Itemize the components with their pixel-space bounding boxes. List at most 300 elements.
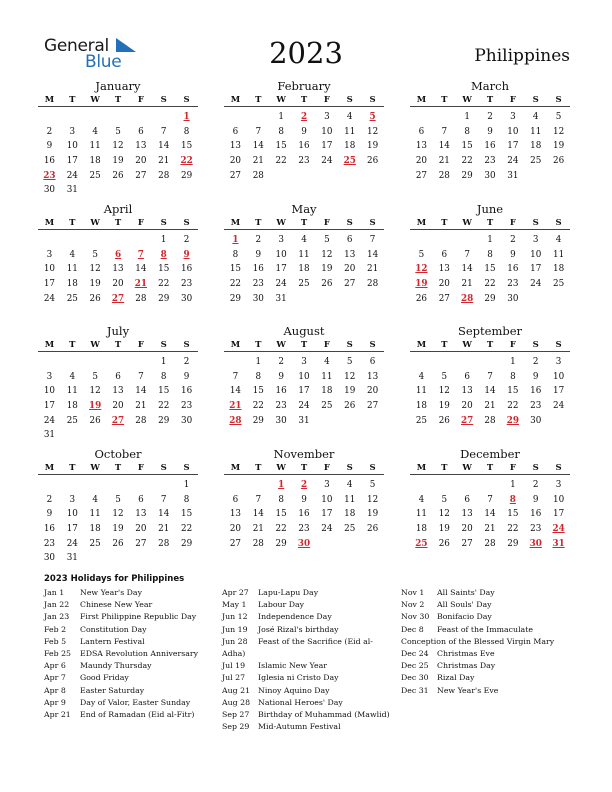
weekday-label: T <box>486 340 494 350</box>
empty-day-cell <box>152 110 175 125</box>
day-cell: 4 <box>301 235 307 245</box>
week-row <box>410 522 570 537</box>
day-cell: 10 <box>552 371 565 382</box>
day-cell: 10 <box>275 249 287 260</box>
day-cell: 13 <box>229 141 242 152</box>
day-cell: 4 <box>532 112 539 122</box>
week-row <box>410 169 570 184</box>
day-cell: 11 <box>344 494 356 505</box>
weekday-label: M <box>416 218 427 228</box>
week-row <box>224 537 384 552</box>
weekday-label: M <box>44 340 55 350</box>
day-cell: 21 <box>438 156 450 167</box>
holiday-day-cell: 7 <box>137 249 144 260</box>
weekday-label: F <box>509 218 516 228</box>
weekday-label: F <box>137 95 144 105</box>
weekday-label: M <box>230 95 241 105</box>
holiday-name: New Year's Eve <box>437 685 499 695</box>
holiday-name: Lapu-Lapu Day <box>258 588 319 597</box>
day-cell: 19 <box>112 156 124 167</box>
holiday-name: National Heroes' Day <box>258 697 343 707</box>
day-cell: 21 <box>135 401 147 412</box>
holiday-name: Rizal Day <box>437 673 475 683</box>
empty-day-cell <box>84 551 107 566</box>
day-cell: 5 <box>555 112 562 122</box>
day-cell: 11 <box>89 509 101 520</box>
empty-day-cell <box>456 233 479 248</box>
holiday-date: Sep 29 <box>222 722 250 732</box>
day-cell: 3 <box>555 357 562 367</box>
day-cell: 14 <box>252 141 264 152</box>
holiday-item <box>222 697 390 709</box>
weekday-label: S <box>183 340 190 350</box>
week-row <box>38 522 198 537</box>
day-cell: 2 <box>46 494 53 505</box>
day-cell: 8 <box>183 126 190 137</box>
empty-day-cell <box>107 233 130 248</box>
day-cell: 21 <box>484 401 496 412</box>
week-row <box>224 292 384 307</box>
day-cell: 20 <box>112 401 124 412</box>
day-cell: 15 <box>252 386 264 397</box>
day-cell: 6 <box>232 126 239 137</box>
week-row <box>224 355 384 370</box>
day-cell: 18 <box>298 264 310 275</box>
weekday-label: S <box>555 340 562 350</box>
weekday-header <box>38 94 198 107</box>
month-may <box>224 202 384 306</box>
day-cell: 2 <box>278 357 284 367</box>
holiday-name: Lantern Festival <box>80 636 145 646</box>
day-cell: 25 <box>298 279 310 290</box>
empty-day-cell <box>247 478 270 493</box>
day-cell: 5 <box>115 126 121 137</box>
holiday-item <box>222 624 390 636</box>
week-row <box>410 355 570 370</box>
holiday-day-cell: 29 <box>506 415 519 426</box>
empty-day-cell <box>84 428 107 443</box>
day-cell: 19 <box>366 141 379 152</box>
week-row <box>224 507 384 522</box>
day-cell: 22 <box>461 156 473 167</box>
day-cell: 23 <box>275 401 287 412</box>
day-cell: 27 <box>229 538 242 549</box>
weekday-label: T <box>300 463 308 473</box>
day-cell: 15 <box>484 264 496 275</box>
holiday-item <box>401 685 559 697</box>
day-cell: 7 <box>441 126 448 137</box>
day-cell: 31 <box>43 430 56 441</box>
weekday-label: S <box>369 340 376 350</box>
week-row <box>38 262 198 277</box>
week-row <box>224 110 384 125</box>
day-cell: 10 <box>321 494 333 505</box>
day-cell: 9 <box>46 141 53 152</box>
empty-day-cell <box>338 169 361 184</box>
day-cell: 26 <box>366 156 379 167</box>
empty-day-cell <box>456 355 479 370</box>
day-cell: 8 <box>278 494 284 505</box>
day-cell: 5 <box>324 235 330 245</box>
day-cell: 25 <box>415 415 428 426</box>
day-cell: 26 <box>552 156 565 167</box>
day-cell: 1 <box>160 357 167 367</box>
day-cell: 8 <box>232 249 239 260</box>
day-cell: 9 <box>532 494 539 505</box>
day-cell: 27 <box>366 401 379 412</box>
day-cell: 17 <box>275 264 287 275</box>
day-cell: 21 <box>461 279 473 290</box>
logo-word-blue: Blue <box>85 52 122 72</box>
empty-day-cell <box>107 478 130 493</box>
day-cell: 22 <box>158 401 170 412</box>
holiday-name: Feast of the Sacrifice (Eid al-Adha) <box>222 636 373 658</box>
day-cell: 17 <box>530 264 542 275</box>
holiday-column <box>401 587 559 697</box>
month-august <box>224 324 384 428</box>
holiday-day-cell: 2 <box>300 112 308 122</box>
empty-day-cell <box>224 110 247 125</box>
day-cell: 21 <box>158 156 170 167</box>
day-cell: 30 <box>252 293 264 304</box>
day-cell: 9 <box>255 249 262 260</box>
week-row <box>38 154 198 169</box>
week-row <box>38 277 198 292</box>
day-cell: 26 <box>344 401 356 412</box>
holiday-date: Feb 5 <box>44 636 67 646</box>
day-cell: 13 <box>415 141 428 152</box>
day-cell: 4 <box>92 126 98 137</box>
day-cell: 30 <box>43 185 56 196</box>
day-cell: 26 <box>438 538 450 549</box>
day-cell: 8 <box>183 494 190 505</box>
day-cell: 8 <box>160 371 167 382</box>
week-row <box>224 370 384 385</box>
week-row <box>38 384 198 399</box>
weekday-header <box>224 462 384 475</box>
weekday-label: F <box>323 95 330 105</box>
day-cell: 17 <box>298 386 310 397</box>
weekday-label: S <box>183 463 190 473</box>
holiday-date: Nov 1 <box>401 588 425 597</box>
day-cell: 2 <box>255 235 262 245</box>
holiday-item <box>44 599 198 611</box>
day-cell: 6 <box>464 494 470 505</box>
weekday-label: T <box>114 95 122 105</box>
day-cell: 16 <box>252 264 264 275</box>
day-cell: 7 <box>487 371 493 382</box>
weekday-label: S <box>532 95 539 105</box>
day-cell: 31 <box>275 293 287 304</box>
day-cell: 4 <box>555 235 562 245</box>
day-cell: 6 <box>138 126 144 137</box>
day-cell: 28 <box>252 170 264 181</box>
day-cell: 11 <box>415 509 428 520</box>
weekday-label: W <box>90 340 100 350</box>
empty-day-cell <box>433 110 456 125</box>
day-cell: 13 <box>135 509 147 520</box>
day-cell: 19 <box>552 141 565 152</box>
weekday-label: T <box>69 340 76 350</box>
empty-day-cell <box>152 551 175 566</box>
week-row <box>38 125 198 140</box>
holiday-item <box>44 660 198 672</box>
holiday-item <box>222 611 390 623</box>
month-january <box>38 79 198 198</box>
holiday-day-cell: 12 <box>415 264 428 275</box>
day-cell: 22 <box>484 279 496 290</box>
day-cell: 25 <box>530 156 542 167</box>
empty-day-cell <box>433 355 456 370</box>
day-cell: 11 <box>298 249 310 260</box>
day-cell: 31 <box>298 415 310 426</box>
holiday-item <box>222 599 390 611</box>
day-cell: 27 <box>135 170 147 181</box>
holiday-date: Dec 31 <box>401 685 429 695</box>
empty-day-cell <box>38 478 61 493</box>
week-row <box>224 399 384 414</box>
empty-day-cell <box>338 414 361 429</box>
month-name: August <box>283 324 325 338</box>
empty-day-cell <box>107 183 130 198</box>
day-cell: 17 <box>43 279 56 290</box>
day-cell: 27 <box>438 293 450 304</box>
day-cell: 13 <box>112 386 124 397</box>
day-cell: 27 <box>135 538 147 549</box>
day-cell: 5 <box>92 371 98 382</box>
holiday-date: Apr 7 <box>44 673 66 683</box>
day-cell: 22 <box>507 524 519 535</box>
day-cell: 19 <box>112 524 124 535</box>
day-cell: 24 <box>321 156 333 167</box>
weekday-label: S <box>160 218 167 228</box>
day-cell: 6 <box>346 235 353 245</box>
day-cell: 5 <box>115 494 121 505</box>
weekday-label: S <box>346 340 353 350</box>
holiday-date: Jul 19 <box>222 661 246 671</box>
day-cell: 3 <box>555 480 562 490</box>
weekday-label: W <box>90 95 100 105</box>
weekday-label: F <box>509 463 516 473</box>
holiday-item <box>401 611 559 623</box>
weekday-label: S <box>555 463 562 473</box>
holiday-name: All Souls' Day <box>437 600 492 610</box>
day-cell: 24 <box>43 293 56 304</box>
holiday-list-title: 2023 Holidays for Philippines <box>44 574 185 584</box>
weekday-label: T <box>114 218 122 228</box>
month-september <box>410 324 570 428</box>
holiday-date: Aug 21 <box>222 685 251 695</box>
empty-day-cell <box>315 292 338 307</box>
weekday-label: S <box>532 463 539 473</box>
weekday-label: T <box>486 463 494 473</box>
day-cell: 15 <box>275 141 287 152</box>
day-cell: 29 <box>275 538 287 549</box>
day-cell: 14 <box>135 386 147 397</box>
day-cell: 28 <box>484 538 496 549</box>
week-row <box>224 384 384 399</box>
holiday-item <box>44 685 198 697</box>
holiday-name: All Saints' Day <box>437 588 495 597</box>
day-cell: 7 <box>369 235 376 245</box>
day-cell: 12 <box>89 264 101 275</box>
day-cell: 17 <box>321 141 333 152</box>
day-cell: 16 <box>484 141 496 152</box>
holiday-date: Nov 30 <box>401 612 430 622</box>
day-cell: 14 <box>158 141 170 152</box>
day-cell: 7 <box>138 371 144 382</box>
day-cell: 20 <box>461 401 473 412</box>
weekday-label: F <box>137 340 144 350</box>
day-cell: 7 <box>232 371 239 382</box>
day-cell: 18 <box>66 401 78 412</box>
holiday-column <box>222 587 390 733</box>
day-cell: 7 <box>160 494 167 505</box>
weekday-header <box>224 94 384 107</box>
holiday-item <box>222 709 390 721</box>
day-cell: 19 <box>344 386 356 397</box>
day-cell: 7 <box>464 249 470 260</box>
day-cell: 5 <box>369 480 376 490</box>
empty-day-cell <box>152 478 175 493</box>
week-row <box>224 478 384 493</box>
week-row <box>38 110 198 125</box>
month-name: February <box>277 79 331 93</box>
day-cell: 15 <box>229 264 242 275</box>
day-cell: 25 <box>344 524 356 535</box>
week-row <box>410 292 570 307</box>
day-cell: 7 <box>487 494 493 505</box>
holiday-name: Birthday of Muhammad (Mawlid) <box>258 709 390 719</box>
month-name: June <box>476 202 504 216</box>
empty-day-cell <box>547 169 570 184</box>
holiday-item <box>401 672 559 684</box>
empty-day-cell <box>224 355 247 370</box>
weekday-label: M <box>44 218 55 228</box>
day-cell: 10 <box>66 141 78 152</box>
day-cell: 23 <box>43 538 56 549</box>
day-cell: 5 <box>92 249 98 260</box>
day-cell: 28 <box>366 279 379 290</box>
day-cell: 16 <box>275 386 287 397</box>
holiday-name: Good Friday <box>80 673 129 683</box>
week-row <box>38 551 198 566</box>
day-cell: 27 <box>461 538 473 549</box>
week-row <box>38 507 198 522</box>
empty-day-cell <box>84 110 107 125</box>
holiday-day-cell: 1 <box>278 480 285 490</box>
holiday-date: Jan 22 <box>44 600 70 610</box>
holiday-item <box>222 685 390 697</box>
weekday-label: M <box>44 95 55 105</box>
empty-day-cell <box>361 292 384 307</box>
weekday-label: T <box>300 340 308 350</box>
day-cell: 3 <box>301 357 307 367</box>
empty-day-cell <box>61 478 84 493</box>
day-cell: 24 <box>66 538 78 549</box>
day-cell: 13 <box>461 386 473 397</box>
empty-day-cell <box>270 169 293 184</box>
day-cell: 24 <box>552 401 565 412</box>
day-cell: 8 <box>255 371 262 382</box>
holiday-name: Ninoy Aquino Day <box>258 685 330 695</box>
weekday-label: F <box>509 95 516 105</box>
day-cell: 20 <box>366 386 379 397</box>
day-cell: 24 <box>43 415 56 426</box>
holiday-date: Apr 6 <box>44 661 66 671</box>
week-row <box>410 233 570 248</box>
day-cell: 2 <box>183 357 190 367</box>
empty-day-cell <box>107 355 130 370</box>
empty-day-cell <box>410 233 433 248</box>
empty-day-cell <box>479 478 502 493</box>
day-cell: 4 <box>92 494 98 505</box>
empty-day-cell <box>547 414 570 429</box>
week-row <box>38 370 198 385</box>
weekday-label: T <box>300 218 308 228</box>
day-cell: 13 <box>344 249 356 260</box>
weekday-label: S <box>532 340 539 350</box>
holiday-item <box>222 660 390 672</box>
day-cell: 22 <box>180 524 193 535</box>
day-cell: 18 <box>415 401 428 412</box>
day-cell: 22 <box>275 156 287 167</box>
empty-day-cell <box>129 110 152 125</box>
month-name: October <box>94 447 142 461</box>
weekday-header <box>224 217 384 230</box>
day-cell: 8 <box>464 126 470 137</box>
empty-day-cell <box>361 537 384 552</box>
holiday-name: Iglesia ni Cristo Day <box>258 673 339 683</box>
day-cell: 12 <box>89 386 101 397</box>
day-cell: 18 <box>89 156 101 167</box>
day-cell: 12 <box>112 141 124 152</box>
day-cell: 13 <box>366 371 379 382</box>
day-cell: 5 <box>418 249 425 260</box>
day-cell: 18 <box>552 264 565 275</box>
day-cell: 26 <box>415 293 428 304</box>
day-cell: 1 <box>278 112 284 122</box>
empty-day-cell <box>315 414 338 429</box>
holiday-date: Nov 2 <box>401 600 425 610</box>
day-cell: 13 <box>112 264 124 275</box>
month-name: July <box>106 324 130 338</box>
weekday-label: S <box>183 218 190 228</box>
empty-day-cell <box>175 428 198 443</box>
day-cell: 5 <box>441 494 448 505</box>
day-cell: 15 <box>180 141 193 152</box>
month-name: December <box>460 447 520 461</box>
day-cell: 29 <box>180 170 193 181</box>
holiday-name: Chinese New Year <box>80 600 153 610</box>
holiday-date: Dec 8 <box>401 624 424 634</box>
weekday-label: M <box>416 463 427 473</box>
empty-day-cell <box>410 355 433 370</box>
empty-day-cell <box>224 478 247 493</box>
day-cell: 16 <box>43 524 56 535</box>
empty-day-cell <box>38 233 61 248</box>
week-row <box>410 154 570 169</box>
holiday-item <box>401 587 559 599</box>
day-cell: 5 <box>346 357 353 367</box>
day-cell: 1 <box>487 235 493 245</box>
week-row <box>410 125 570 140</box>
week-row <box>410 399 570 414</box>
month-february <box>224 79 384 183</box>
holiday-item <box>401 648 559 660</box>
day-cell: 15 <box>461 141 473 152</box>
day-cell: 26 <box>321 279 333 290</box>
